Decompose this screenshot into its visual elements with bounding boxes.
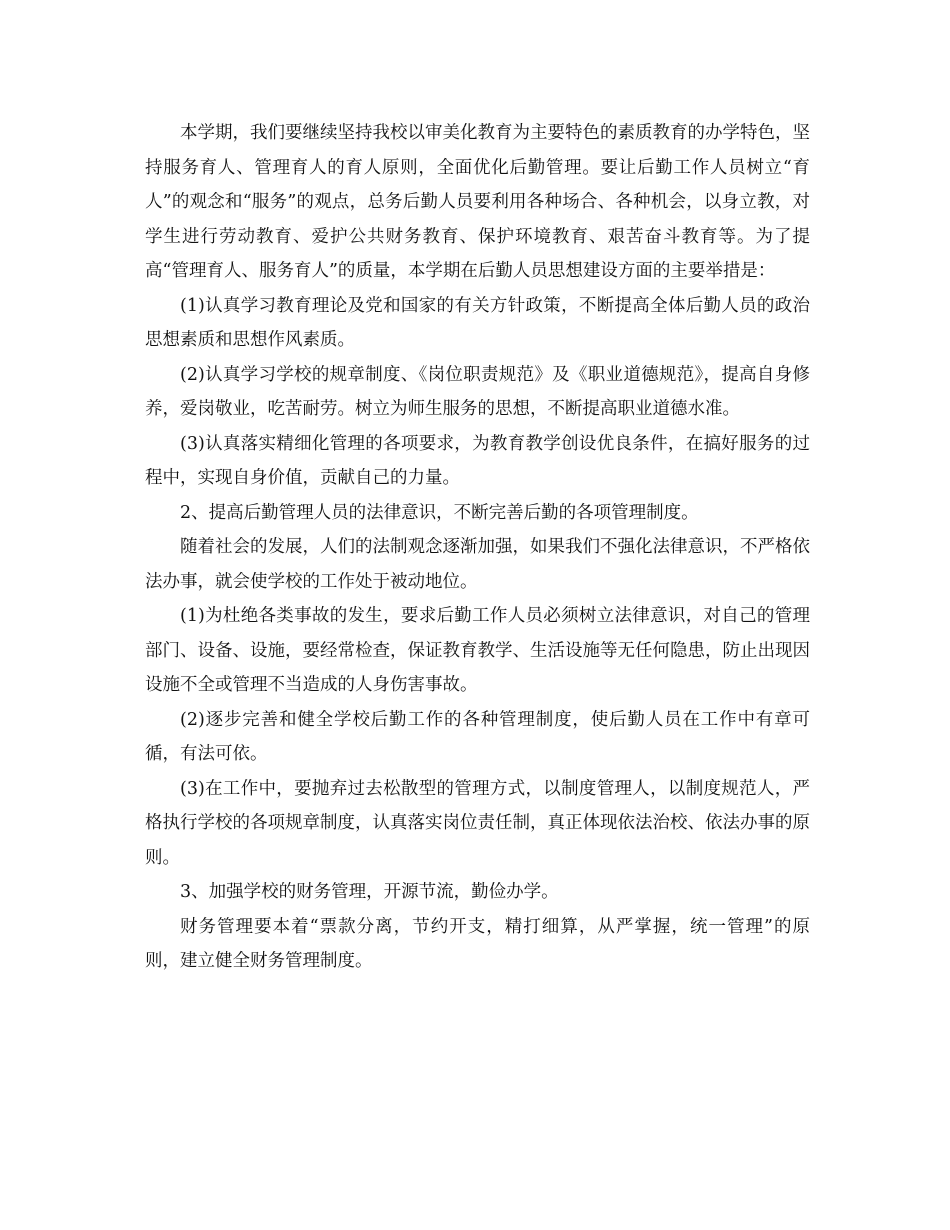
section-heading-3: 3、加强学校的财务管理，开源节流，勤俭办学。: [180, 882, 559, 902]
paragraph-item-2-1: (1)为杜绝各类事故的发生，要求后勤工作人员必须树立法律意识，对自己的管理部门、设备、设施，要经常检查，保证教育教学、生活设施等无任何隐患，防止出现因设施不全或管理不当造成的人身伤害事故。: [145, 606, 810, 695]
paragraph-intro: 本学期，我们要继续坚持我校以审美化教育为主要特色的素质教育的办学特色，坚持服务育人、管理育人的育人原则，全面优化后勤管理。要让后勤工作人员树立“育人”的观念和“服务”的观点，总务后勤人员要利用各种场合、各种机会，以身立教，对学生进行劳动教育、爱护公共财务教育、保护环境教育、艰苦奋斗教育等。为了提高“管理育人、服务育人”的质量，本学期在后勤人员思想建设方面的主要举措是：: [145, 123, 810, 281]
paragraph-item-2-3: (3)在工作中，要抛弃过去松散型的管理方式，以制度管理人，以制度规范人，严格执行学校的各项规章制度，认真落实岗位责任制，真正体现依法治校、依法办事的原则。: [145, 778, 810, 868]
paragraph-section-2-intro: 随着社会的发展，人们的法制观念逐渐加强，如果我们不强化法律意识，不严格依法办事，就会使学校的工作处于被动地位。: [145, 537, 810, 592]
document-body: [145, 116, 810, 979]
paragraph-section-3-intro: 财务管理要本着“票款分离，节约开支，精打细算，从严掌握，统一管理”的原则，建立健全财务管理制度。: [145, 916, 810, 971]
paragraph-item-1-3: (3)认真落实精细化管理的各项要求，为教育教学创设优良条件，在搞好服务的过程中，实现自身价值，贡献自己的力量。: [145, 433, 810, 488]
paragraph-item-1-1: (1)认真学习教育理论及党和国家的有关方针政策，不断提高全体后勤人员的政治思想素质和思想作风素质。: [145, 295, 810, 350]
paragraph-item-2-2: (2)逐步完善和健全学校后勤工作的各种管理制度，使后勤人员在工作中有章可循，有法可依。: [145, 709, 810, 764]
paragraph-item-1-2: (2)认真学习学校的规章制度、《岗位职责规范》及《职业道德规范》，提高自身修养，爱岗敬业，吃苦耐劳。树立为师生服务的思想，不断提高职业道德水准。: [145, 364, 810, 419]
section-heading-2: 2、提高后勤管理人员的法律意识，不断完善后勤的各项管理制度。: [180, 502, 699, 523]
